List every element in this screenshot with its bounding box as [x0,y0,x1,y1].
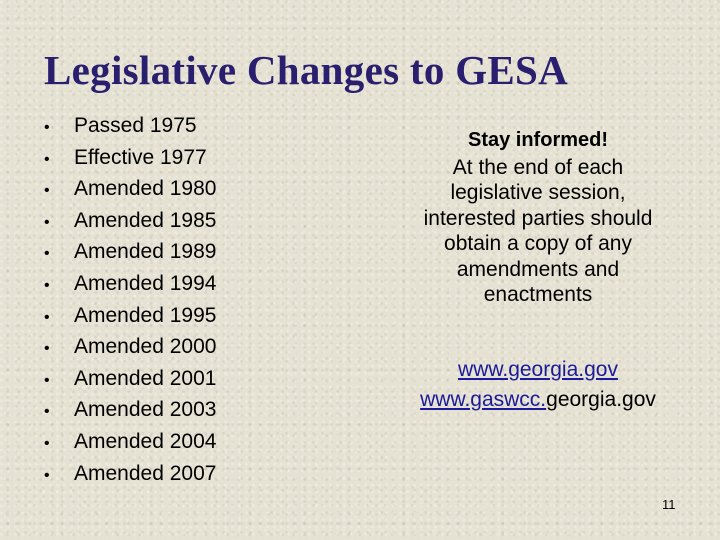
slide-title: Legislative Changes to GESA [44,47,569,93]
list-item-text: Amended 2001 [74,366,217,390]
list-item-text: Amended 1985 [74,208,217,232]
bullet-list [44,110,304,489]
list-item [44,110,304,142]
bullet-icon: • [44,119,50,136]
page-number: 11 [662,497,676,512]
list-item-text: Effective 1977 [74,145,207,169]
gaswcc-link[interactable]: www.gaswcc. [420,388,547,411]
link-row [380,355,696,385]
list-item [44,173,304,205]
list-item-text: Passed 1975 [74,114,197,137]
info-line: enactments [483,283,593,306]
links-block [380,355,696,415]
list-item [44,205,304,237]
list-item [44,458,304,490]
list-item [44,300,304,332]
list-item-text: Amended 1994 [74,271,217,295]
bullet-icon: • [44,308,50,326]
link-row [380,385,696,415]
stay-informed-heading: Stay informed! [467,129,609,151]
list-item [44,142,304,174]
info-line: At the end of each [452,155,624,179]
info-line: interested parties should [423,206,653,230]
bullet-icon: • [44,403,50,421]
georgia-gov-link[interactable]: www.georgia.gov [458,358,618,381]
list-item [44,236,304,268]
info-line: obtain a copy of any [444,232,632,255]
list-item-text: Amended 1980 [74,177,217,201]
bullet-icon: • [44,466,50,484]
list-item-text: Amended 2000 [74,335,217,359]
list-item [44,268,304,300]
info-line: amendments and [456,257,620,281]
stay-informed-panel [390,128,686,308]
bullet-icon: • [44,276,50,294]
bullet-icon: • [44,150,50,168]
bullet-icon: • [44,245,50,263]
list-item-text: Amended 2007 [74,461,217,485]
list-item [44,331,304,363]
bullet-icon: • [44,434,50,452]
list-item [44,394,304,426]
bullet-icon: • [44,371,50,389]
bullet-icon: • [44,340,50,358]
bullet-icon: • [44,182,50,200]
list-item [44,426,304,458]
list-item-text: Amended 1995 [74,303,217,327]
list-item-text: Amended 2004 [74,429,217,453]
list-item [44,363,304,395]
list-item-text: Amended 1989 [74,240,217,264]
bullet-icon: • [44,213,50,231]
list-item-text: Amended 2003 [74,398,217,422]
info-line: legislative session, [450,181,626,204]
gaswcc-link-suffix: georgia.gov [546,388,656,411]
